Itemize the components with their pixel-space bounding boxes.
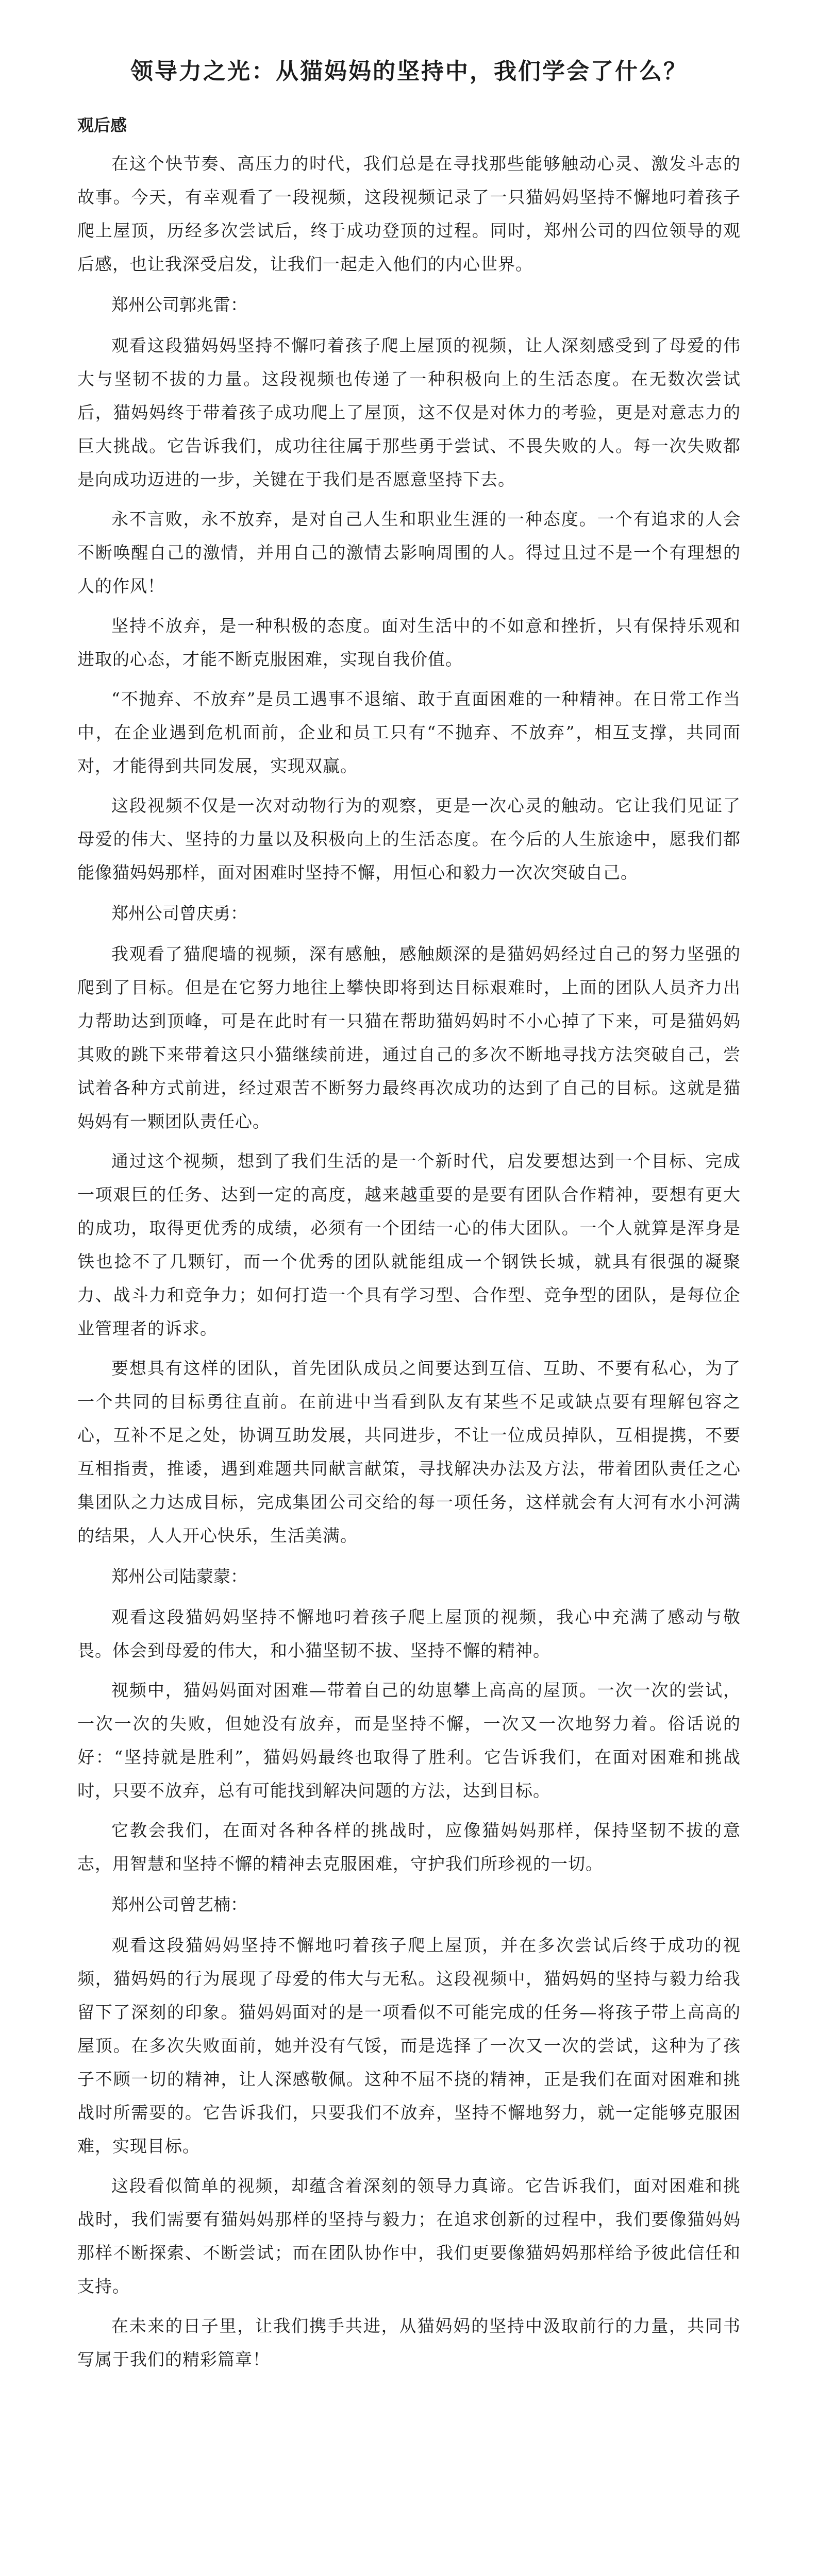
- speaker-heading: 郑州公司郭兆雷：: [111, 295, 247, 315]
- reflection-paragraph: 这段视频不仅是一次对动物行为的观察，更是一次心灵的触动。它让我们见证了母爱的伟大、坚持的力量以及积极向上的生活态度。在今后的人生旅途中，愿我们都能像猫妈妈那样，面对困难时坚持不懈，用恒心和毅力一次次突破自己。: [77, 795, 741, 883]
- reflection-paragraph: 坚持不放弃，是一种积极的态度。面对生活中的不如意和挫折，只有保持乐观和进取的心态，才能不断克服困难，实现自我价值。: [77, 616, 741, 670]
- speaker-heading: 郑州公司陆蒙蒙：: [111, 1566, 247, 1587]
- reflection-paragraph: “不抛弃、不放弃”是员工遇事不退缩、敢于直面困难的一种精神。在日常工作当中，在企业遇到危机面前，企业和员工只有“不抛弃、不放弃”，相互支撑，共同面对，才能得到共同发展，实现双赢。: [77, 689, 741, 776]
- document-title: 领导力之光：从猫妈妈的坚持中，我们学会了什么？: [130, 58, 688, 84]
- reflection-paragraph: 它教会我们，在面对各种各样的挑战时，应像猫妈妈那样，保持坚韧不拔的意志，用智慧和坚持不懈的精神去克服困难，守护我们所珍视的一切。: [77, 1820, 741, 1874]
- reflection-paragraph: 我观看了猫爬墙的视频，深有感触，感触颇深的是猫妈妈经过自己的努力坚强的爬到了目标。但是在它努力地往上攀快即将到达目标艰难时，上面的团队人员齐力出力帮助达到顶峰，可是在此时有一只猫在帮助猫妈妈时不小心掉了下来，可是猫妈妈其败的跳下来带着这只小猫继续前进，通过自己的多次不断地寻找方法突破自己，尝试着各种方式前进，经过艰苦不断努力最终再次成功的达到了自己的目标。这就是猫妈妈有一颗团队责任心。: [77, 944, 741, 1132]
- reflection-paragraph: 观看这段猫妈妈坚持不懈叼着孩子爬上屋顶的视频，让人深刻感受到了母爱的伟大与坚韧不拔的力量。这段视频也传递了一种积极向上的生活态度。在无数次尝试后，猫妈妈终于带着孩子成功爬上了屋顶，这不仅是对体力的考验，更是对意志力的巨大挑战。它告诉我们，成功往往属于那些勇于尝试、不畏失败的人。每一次失败都是向成功迈进的一步，关键在于我们是否愿意坚持下去。: [77, 335, 741, 490]
- reflection-paragraph: 在未来的日子里，让我们携手共进，从猫妈妈的坚持中汲取前行的力量，共同书写属于我们的精彩篇章！: [77, 2316, 741, 2370]
- speaker-heading: 郑州公司曾艺楠：: [111, 1894, 247, 1915]
- reflection-paragraph: 通过这个视频，想到了我们生活的是一个新时代，启发要想达到一个目标、完成一项艰巨的任务、达到一定的高度，越来越重要的是要有团队合作精神，要想有更大的成功，取得更优秀的成绩，必须有一个团结一心的伟大团队。一个人就算是浑身是铁也捻不了几颗钉，而一个优秀的团队就能组成一个钢铁长城，就具有很强的凝聚力、战斗力和竞争力；如何打造一个具有学习型、合作型、竞争型的团队，是每位企业管理者的诉求。: [77, 1151, 741, 1339]
- reflection-paragraph: 观看这段猫妈妈坚持不懈地叼着孩子爬上屋顶，并在多次尝试后终于成功的视频，猫妈妈的行为展现了母爱的伟大与无私。这段视频中，猫妈妈的坚持与毅力给我留下了深刻的印象。猫妈妈面对的是一项看似不可能完成的任务—将孩子带上高高的屋顶。在多次失败面前，她并没有气馁，而是选择了一次又一次的尝试，这种为了孩子不顾一切的精神，让人深感敬佩。这种不屈不挠的精神，正是我们在面对困难和挑战时所需要的。它告诉我们，只要我们不放弃，坚持不懈地努力，就一定能够克服困难，实现目标。: [77, 1935, 741, 2157]
- reflection-paragraph: 这段看似简单的视频，却蕴含着深刻的领导力真谛。它告诉我们，面对困难和挑战时，我们需要有猫妈妈那样的坚持与毅力；在追求创新的过程中，我们要像猫妈妈那样不断探索、不断尝试；而在团队协作中，我们更要像猫妈妈那样给予彼此信任和支持。: [77, 2176, 741, 2297]
- reflection-paragraph: 观看这段猫妈妈坚持不懈地叼着孩子爬上屋顶的视频，我心中充满了感动与敬畏。体会到母爱的伟大，和小猫坚韧不拔、坚持不懈的精神。: [77, 1607, 741, 1661]
- reflection-paragraph: 视频中，猫妈妈面对困难—带着自己的幼崽攀上高高的屋顶。一次一次的尝试，一次一次的失败，但她没有放弃，而是坚持不懈，一次又一次地努力着。俗话说的好：“坚持就是胜利”，猫妈妈最终也取得了胜利。它告诉我们，在面对困难和挑战时，只要不放弃，总有可能找到解决问题的方法，达到目标。: [77, 1680, 741, 1801]
- section-label: 观后感: [77, 115, 127, 135]
- intro-paragraph: 在这个快节奏、高压力的时代，我们总是在寻找那些能够触动心灵、激发斗志的故事。今天，有幸观看了一段视频，这段视频记录了一只猫妈妈坚持不懈地叼着孩子爬上屋顶，历经多次尝试后，终于成功登顶的过程。同时，郑州公司的四位领导的观后感，也让我深受启发，让我们一起走入他们的内心世界。: [77, 154, 741, 275]
- speaker-heading: 郑州公司曾庆勇：: [111, 903, 247, 924]
- reflection-paragraph: 永不言败，永不放弃，是对自己人生和职业生涯的一种态度。一个有追求的人会不断唤醒自己的激情，并用自己的激情去影响周围的人。得过且过不是一个有理想的人的作风！: [77, 509, 741, 597]
- reflection-paragraph: 要想具有这样的团队，首先团队成员之间要达到互信、互助、不要有私心，为了一个共同的目标勇往直前。在前进中当看到队友有某些不足或缺点要有理解包容之心，互补不足之处，协调互助发展，共同进步，不让一位成员掉队，互相提携，不要互相指责，推诿，遇到难题共同献言献策，寻找解决办法及方法，带着团队责任之心集团队之力达成目标，完成集团公司交给的每一项任务，这样就会有大河有水小河满的结果，人人开心快乐，生活美满。: [77, 1358, 741, 1546]
